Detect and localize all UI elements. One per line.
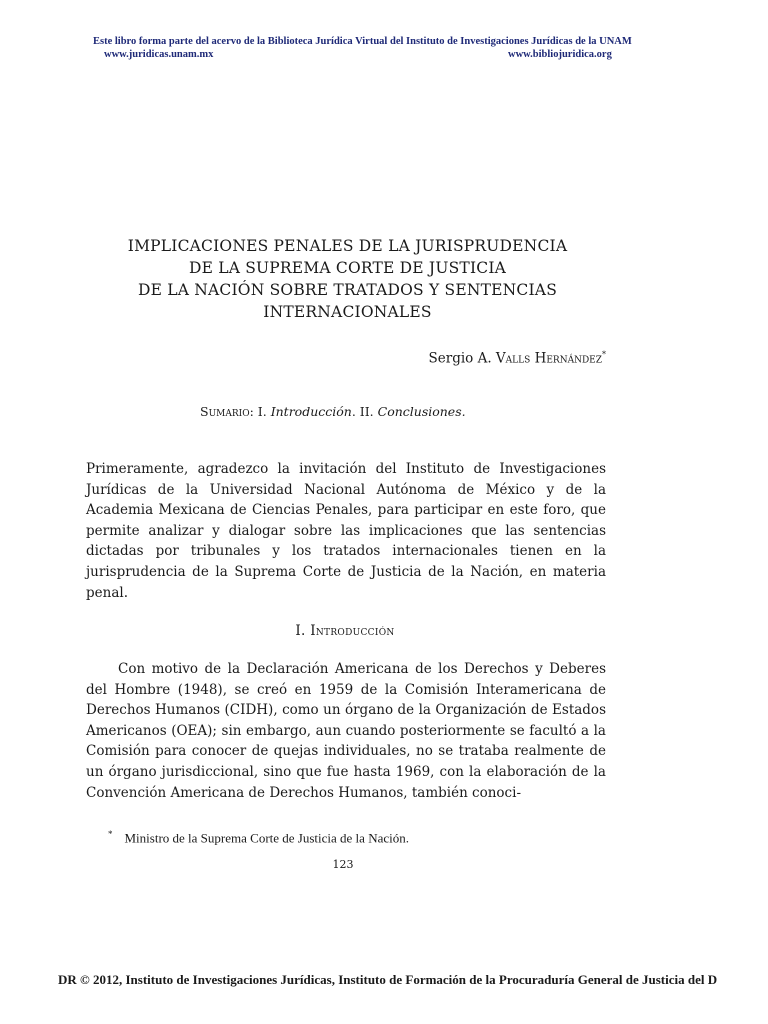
footnote-mark: * [108, 829, 113, 839]
footnote-text: Ministro de la Suprema Corte de Justicia de la Nación. [124, 830, 409, 846]
summary-item-text: Introducción [270, 404, 352, 419]
summary-item-num: II. [359, 404, 374, 419]
author-line [429, 350, 607, 367]
header-url-bibliojuridica[interactable]: www.bibliojuridica.org [508, 49, 612, 60]
summary-item-text: Conclusiones. [377, 404, 466, 419]
title-line: DE LA SUPREMA CORTE DE JUSTICIA [188, 259, 507, 277]
summary-line: Sumario: I. Introducción. II. Conclusiones. [200, 404, 466, 419]
author-surname: Valls Hernández [495, 350, 602, 367]
title-line: DE LA NACIÓN SOBRE TRATADOS Y SENTENCIAS [137, 281, 558, 299]
title-line: INTERNACIONALES [263, 303, 432, 321]
body-paragraph: Con motivo de la Declaración Americana de los Derechos y Deberes del Hombre (1948), se creó en 1959 de la Comisión Interamericana de Derechos Humanos (CIDH), como un órgano de la Organización de Estados Americanos (OEA); sin embargo, aun cuando posteriormente se facultó a la Comisión para conocer de quejas individuales, no se trataba realmente de un órgano jurisdiccional, sino que fue hasta 1969, con la elaboración de la Convención Americana de Derechos Humanos, también conoci- [86, 661, 606, 801]
header-notice: Este libro forma parte del acervo de la Biblioteca Jurídica Virtual del Instituto de Investigaciones Jurídicas de la UNAM [93, 36, 632, 47]
section-heading: I. Introducción [295, 623, 395, 639]
copyright-notice: DR © 2012, Instituto de Investigaciones Jurídicas, Instituto de Formación de la Procuraduría General de Justicia del D [58, 972, 718, 987]
header-url-juridicas[interactable]: www.juridicas.unam.mx [104, 49, 214, 60]
summary-label: Sumario: [200, 404, 254, 419]
title-line: IMPLICACIONES PENALES DE LA JURISPRUDENCIA [127, 237, 568, 255]
author-given-name: Sergio A. [428, 350, 492, 367]
page-number: 123 [332, 858, 354, 871]
author-footnote-mark: * [602, 350, 606, 359]
article-title [60, 235, 635, 323]
body-paragraph: Primeramente, agradezco la invitación del Instituto de Investigaciones Jurídicas de la Universidad Nacional Autónoma de México y de la Academia Mexicana de Ciencias Penales, para participar en este foro, que permite analizar y dialogar sobre las implicaciones que las sentencias dictadas por tribunales y los tratados internacionales tienen en la jurisprudencia de la Suprema Corte de Justicia de la Nación, en materia penal. [86, 461, 606, 601]
summary-item-num: I. [257, 404, 267, 419]
footnote [108, 829, 409, 846]
